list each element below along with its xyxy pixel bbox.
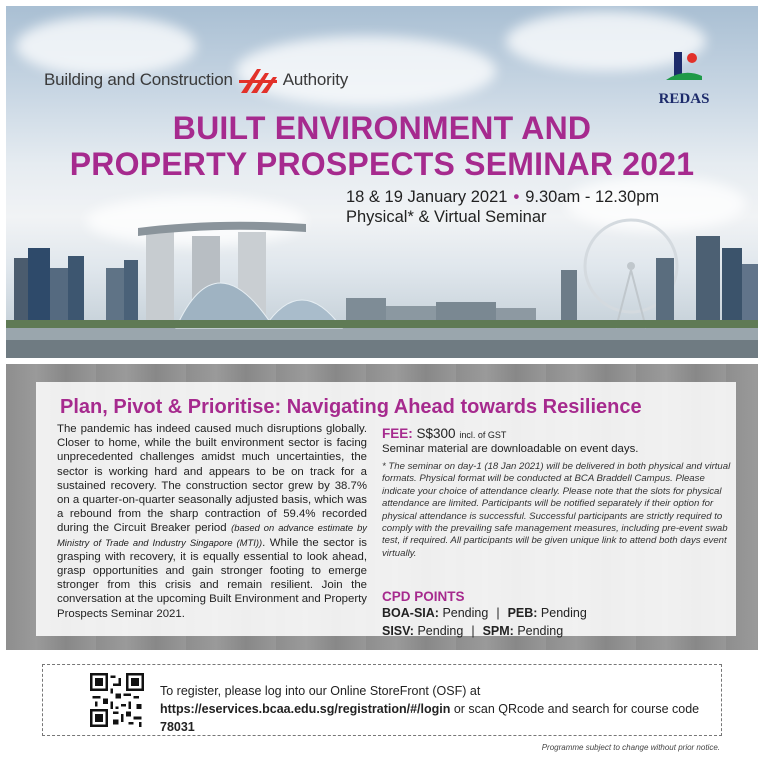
registration-text-middle: or scan QRcode and search for course code (450, 702, 700, 716)
event-banner (6, 6, 758, 358)
cpd-status: Pending (417, 624, 464, 638)
registration-text-before: To register, please log into our Online StoreFront (OSF) at (160, 684, 481, 698)
event-date-time (346, 188, 659, 207)
seminar-theme-heading: Plan, Pivot & Prioritise: Navigating Ahead towards Resilience (60, 396, 642, 418)
bca-chevron-icon (237, 63, 279, 97)
cpd-row (382, 606, 587, 620)
bca-logo-text-right: Authority (282, 70, 349, 89)
seminar-title-line-1: BUILT ENVIRONMENT AND (172, 110, 592, 146)
registration-instructions (160, 682, 700, 736)
fee-material-note: Seminar material are downloadable on event days. (382, 443, 639, 455)
description-text-1: The pandemic has indeed caused much disruptions globally. Closer to home, while the built environment sector is facing unprecedented challenges amidst much uncertainties, the sector is working hard and appears to be on track for a sustained recovery. The construction sector grew by 38.7% on a quarter-on-quarter seasonally adjusted basis, which was a rebound from the sharp contraction of 59.4% recorded during the Circuit Breaker period (57, 423, 367, 535)
event-dates: 18 & 19 January 2021 (346, 188, 508, 206)
cpd-body-label: SISV: (382, 624, 414, 638)
fee-gst-note: incl. of GST (459, 430, 507, 440)
city-skyline-illustration (6, 208, 758, 358)
bca-logo-text-left: Building and Construction (44, 70, 233, 89)
bullet-separator: • (513, 188, 520, 206)
fee-amount: S$300 (416, 426, 456, 441)
physical-attendance-note: * The seminar on day-1 (18 Jan 2021) will be delivered in both physical and virtual formats. Physical format will be conducted at BCA Braddell Campus. Please indicate your choice of attendance clearly. Please note that the slots for physical attendance are limited. Participants will be notified separately if their option for physical attendance is successful. Successful participants are strictly required to comply with the prevailing safe management measures, including pre-event swab test, if required. All participants will be given unique link to attend both days event virtually. (382, 461, 731, 559)
redas-emblem-icon (664, 50, 704, 84)
cpd-body-label: PEB: (507, 606, 538, 620)
seminar-title-line-2: PROPERTY PROSPECTS SEMINAR 2021 (69, 146, 695, 182)
cpd-status: Pending (540, 606, 587, 620)
seminar-description (57, 422, 367, 621)
cpd-row (382, 624, 563, 638)
event-time: 9.30am - 12.30pm (525, 188, 660, 206)
programme-disclaimer: Programme subject to change without prior notice. (541, 743, 720, 752)
registration-link[interactable]: https://eservices.bcaa.edu.sg/registration/#/login (160, 702, 451, 716)
redas-logo (652, 50, 716, 108)
cpd-separator: | (471, 624, 475, 638)
description-text-2: . While the sector is grasping with recovery, it is equally essential to look ahead, grasp opportunities and gain stronger footing to emerge stronger from this crisis and remain resilient. Join the conversation at the upcoming Built Environment and Property Prospects Seminar 2021. (57, 536, 367, 620)
redas-logo-text: REDAS (658, 91, 710, 107)
cpd-status: Pending (517, 624, 564, 638)
registration-qr-code[interactable] (90, 673, 144, 727)
course-code: 78031 (160, 720, 195, 734)
event-mode: Physical* & Virtual Seminar (346, 208, 547, 226)
cpd-body-label: BOA-SIA: (382, 606, 439, 620)
fee-label: FEE: (382, 426, 413, 441)
cpd-separator: | (496, 606, 500, 620)
cpd-status: Pending (442, 606, 489, 620)
cpd-body-label: SPM: (482, 624, 514, 638)
bca-logo (44, 64, 348, 96)
cpd-points-heading: CPD POINTS (382, 589, 465, 604)
fee-line (382, 426, 506, 441)
description-source-note: (based on advance estimate by Ministry of Trade and Industry Singapore (MTI)) (57, 522, 367, 548)
